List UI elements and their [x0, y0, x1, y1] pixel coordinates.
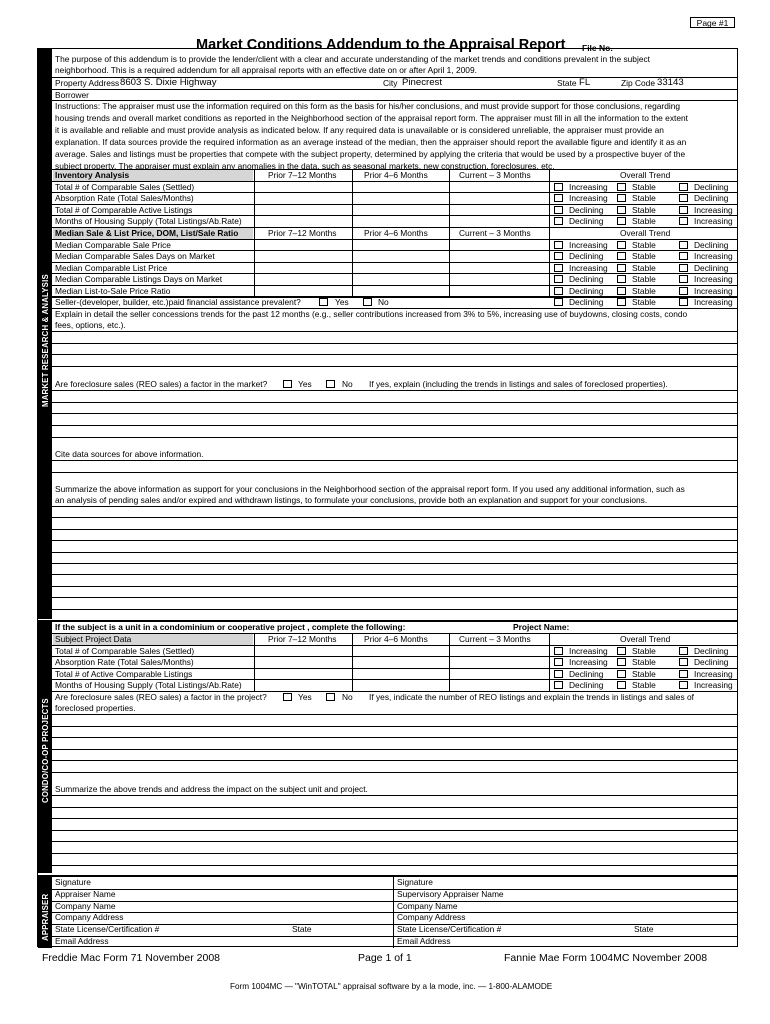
purpose-line-1: The purpose of this addendum is to provide the lender/client with a clear and accurate understanding of the market trends and conditions prevalent in the subject — [55, 54, 650, 64]
inventory-data-cell[interactable] — [353, 205, 449, 216]
writing-line — [52, 597, 737, 598]
median-trend-checkbox[interactable] — [679, 241, 688, 249]
seller-trend-2-label: Stable — [632, 297, 656, 307]
median-data-cell[interactable] — [255, 274, 352, 285]
seller-no-label: No — [378, 297, 389, 307]
median-trend-checkbox[interactable] — [554, 241, 563, 249]
writing-line — [52, 529, 737, 530]
inventory-row-label: Absorption Rate (Total Sales/Months) — [55, 193, 194, 204]
file-no-label: File No. — [582, 43, 613, 53]
supervisory-field-label: Company Address — [397, 912, 466, 923]
median-trend-label: Declining — [694, 262, 729, 273]
condo-data-cell[interactable] — [255, 669, 352, 680]
median-data-cell[interactable] — [450, 286, 549, 297]
condo-trend-checkbox[interactable] — [554, 658, 563, 666]
foreclosure-yes-label: Yes — [298, 379, 312, 389]
condo-trend-checkbox[interactable] — [617, 681, 626, 689]
appraiser-input[interactable] — [168, 937, 388, 947]
writing-line — [52, 390, 737, 391]
writing-line — [52, 343, 737, 344]
seller-assistance-label: Seller-(developer, builder, etc.)paid financial assistance prevalent? — [55, 297, 301, 307]
inventory-data-cell[interactable] — [353, 182, 449, 193]
condo-trend-checkbox[interactable] — [679, 670, 688, 678]
inventory-data-cell[interactable] — [255, 182, 352, 193]
instruction-line: housing trends and overall market conditions as reported in the Neighborhood section of the appraisal report form. The appraiser must fill in all the information to the extent — [55, 112, 688, 123]
writing-line — [52, 841, 737, 842]
median-trend-label: Stable — [632, 274, 656, 285]
inventory-trend-checkbox[interactable] — [554, 194, 563, 202]
zip-label: Zip Code — [621, 78, 655, 88]
writing-line — [52, 853, 737, 854]
inventory-trend-checkbox[interactable] — [679, 194, 688, 202]
supervisory-field-label: Company Name — [397, 900, 458, 911]
summarize-line-1: Summarize the above information as support for your conclusions in the Neighborhood section of the appraisal report form. If you used any additional information, such as — [55, 484, 685, 494]
foreclosure-explain-label: If yes, explain (including the trends in listings and sales of foreclosed properties). — [369, 379, 668, 389]
page-label-box — [690, 17, 735, 28]
col-line — [549, 633, 550, 691]
condo-row-label: Absorption Rate (Total Sales/Months) — [55, 657, 194, 668]
col-line — [549, 169, 550, 227]
median-trend-label: Stable — [632, 239, 656, 250]
supervisory-input[interactable] — [508, 937, 733, 947]
writing-line — [52, 460, 737, 461]
form-title: Market Conditions Addendum to the Appraisal Report — [196, 37, 566, 53]
condo-data-cell[interactable] — [450, 657, 549, 668]
instruction-line: average. Sales and listings must be properties that compete with the subject property, determined by applying the criteria that would be used by a prospective buyer of the — [55, 148, 686, 159]
inventory-data-cell[interactable] — [450, 193, 549, 204]
inventory-trend-checkbox[interactable] — [617, 194, 626, 202]
writing-line — [52, 807, 737, 808]
condo-summarize-label: Summarize the above trends and address the impact on the subject unit and project. — [55, 784, 368, 794]
condo-trend-checkbox[interactable] — [554, 670, 563, 678]
appraiser-side-label: APPRAISER — [41, 893, 50, 941]
median-data-cell[interactable] — [255, 240, 352, 251]
inventory-trend-checkbox[interactable] — [617, 217, 626, 225]
writing-line — [52, 366, 737, 367]
median-row-label: Median List-to-Sale Price Ratio — [55, 286, 171, 296]
condo-trend-label: Declining — [694, 645, 729, 656]
property-address-label: Property Address — [55, 78, 120, 88]
condo-trend-label: Stable — [632, 645, 656, 656]
condo-trend-checkbox[interactable] — [554, 647, 563, 655]
median-trend-checkbox[interactable] — [554, 252, 563, 260]
market-side-label: MARKET RESEARCH & ANALYSIS — [41, 274, 50, 407]
supervisory-field-label: State License/Certification # — [397, 924, 502, 935]
inventory-trend-label: Declining — [694, 193, 729, 204]
cite-sources-label: Cite data sources for above information. — [55, 449, 204, 459]
col-line — [549, 227, 550, 297]
foreclosure-yes-checkbox[interactable] — [283, 380, 292, 388]
inventory-col-prior-4-6: Prior 4–6 Months — [364, 170, 428, 180]
condo-intro: If the subject is a unit in a condominium or cooperative project , complete the following: — [55, 622, 406, 632]
summarize-line-2: an analysis of pending sales and/or expired and withdrawn listings, to formulate your conclusions, provide both an explanation and support for your conclusions. — [55, 495, 648, 505]
writing-line — [52, 586, 737, 587]
writing-line — [52, 574, 737, 575]
condo-data-cell[interactable] — [450, 680, 549, 691]
condo-data-cell[interactable] — [450, 669, 549, 680]
property-address-value[interactable]: 8603 S. Dixie Highway — [120, 77, 217, 88]
median-row-label: Median Comparable Sale Price — [55, 239, 171, 250]
appraiser-input[interactable] — [168, 902, 388, 912]
condo-trend-checkbox[interactable] — [679, 658, 688, 666]
condo-col-prior-7-12: Prior 7–12 Months — [268, 634, 337, 644]
inventory-trend-label: Stable — [632, 204, 656, 215]
inventory-trend-label: Increasing — [569, 193, 608, 204]
writing-line — [52, 506, 737, 507]
inventory-col-prior-7-12: Prior 7–12 Months — [268, 170, 337, 180]
explain-seller-line-2: fees, options, etc.). — [55, 320, 126, 330]
median-data-cell[interactable] — [450, 251, 549, 262]
seller-yes-checkbox[interactable] — [319, 298, 328, 306]
condo-foreclosure-no-checkbox[interactable] — [326, 693, 335, 701]
median-trend-checkbox[interactable] — [617, 252, 626, 260]
inventory-trend-checkbox[interactable] — [679, 183, 688, 191]
condo-row-label: Total # of Active Comparable Listings — [55, 668, 193, 679]
instruction-line: Instructions: The appraiser must use the information required on this form as the basis for his/her conclusions, and must provide support for those conclusions, regarding — [55, 101, 681, 111]
median-trend-checkbox[interactable] — [554, 264, 563, 272]
condo-trend-checkbox[interactable] — [617, 658, 626, 666]
condo-data-cell[interactable] — [353, 646, 449, 657]
writing-line — [52, 760, 737, 761]
median-trend-label: Increasing — [694, 251, 733, 262]
supervisory-input[interactable] — [508, 925, 733, 935]
writing-line — [52, 425, 737, 426]
seller-no-checkbox[interactable] — [363, 298, 372, 306]
inventory-col-current: Current – 3 Months — [459, 170, 531, 180]
inventory-trend-label: Stable — [632, 216, 656, 227]
writing-line — [52, 552, 737, 553]
writing-line — [52, 737, 737, 738]
inventory-data-cell[interactable] — [255, 205, 352, 216]
condo-row-label: Months of Housing Supply (Total Listings/Ab.Rate) — [55, 680, 242, 691]
supervisory-input[interactable] — [508, 878, 733, 888]
condo-trend-checkbox[interactable] — [617, 647, 626, 655]
condo-trend-checkbox[interactable] — [679, 681, 688, 689]
median-data-cell[interactable] — [353, 251, 449, 262]
seller-yes-label: Yes — [335, 297, 349, 307]
writing-line — [52, 749, 737, 750]
inventory-data-cell[interactable] — [255, 216, 352, 227]
condo-trend-label: Declining — [569, 680, 604, 691]
condo-trend-label: Declining — [694, 657, 729, 668]
supervisory-field-label: Signature — [397, 877, 433, 887]
inventory-data-cell[interactable] — [353, 216, 449, 227]
instruction-line: explanation. If data sources provide the required information as an average instead of the median, then the appraiser should report the available figure and identify it as an — [55, 136, 687, 147]
seller-trend-1-label: Declining — [569, 297, 604, 307]
appraiser-input[interactable] — [168, 925, 388, 935]
inventory-trend-checkbox[interactable] — [554, 183, 563, 191]
instruction-line: subject property. The appraiser must explain any anomalies in the data, such as seasonal markets, new construction, foreclosures, etc. — [55, 160, 555, 171]
seller-trend-3-label: Increasing — [694, 297, 733, 307]
inventory-data-cell[interactable] — [450, 182, 549, 193]
inventory-trend-label: Stable — [632, 193, 656, 204]
median-data-cell[interactable] — [353, 240, 449, 251]
inventory-trend-label: Declining — [694, 181, 729, 192]
explain-seller-line-1: Explain in detail the seller concessions trends for the past 12 months (e.g., seller contributions increased from 3% to 5%, increasing use of buydowns, closing costs, condo — [55, 309, 688, 319]
inventory-data-cell[interactable] — [450, 205, 549, 216]
inventory-trend-label: Increasing — [569, 181, 608, 192]
median-trend-label: Stable — [632, 262, 656, 273]
appraiser-side-bar — [38, 876, 52, 948]
state-value[interactable]: FL — [579, 77, 591, 88]
inventory-row-label: Total # of Comparable Active Listings — [55, 204, 193, 215]
inventory-trend-label: Declining — [569, 216, 604, 227]
inventory-trend-checkbox[interactable] — [617, 206, 626, 214]
median-trend-label: Declining — [694, 239, 729, 250]
median-trend-label: Increasing — [694, 286, 733, 296]
condo-trend-checkbox[interactable] — [554, 681, 563, 689]
median-data-cell[interactable] — [353, 274, 449, 285]
inventory-trend-label: Declining — [569, 204, 604, 215]
page-label: Page #1 — [696, 18, 729, 28]
condo-data-cell[interactable] — [353, 680, 449, 691]
median-trend-checkbox[interactable] — [679, 275, 688, 283]
median-header-label: Median Sale & List Price, DOM, List/Sale Ratio — [55, 228, 239, 238]
foreclosure-no-checkbox[interactable] — [326, 380, 335, 388]
condo-foreclosure-explain-2: foreclosed properties. — [55, 703, 136, 713]
median-data-cell[interactable] — [450, 240, 549, 251]
inventory-trend-checkbox[interactable] — [554, 206, 563, 214]
seller-trend-1-checkbox[interactable] — [554, 298, 563, 306]
median-data-cell[interactable] — [255, 251, 352, 262]
condo-trend-label: Increasing — [694, 668, 733, 679]
writing-line — [52, 795, 737, 796]
condo-col-current: Current – 3 Months — [459, 634, 531, 644]
condo-header-label: Subject Project Data — [55, 634, 132, 644]
form-body — [37, 48, 738, 947]
median-trend-label: Stable — [632, 286, 656, 296]
median-col-prior-4-6: Prior 4–6 Months — [364, 228, 428, 238]
inventory-col-overall: Overall Trend — [620, 170, 671, 180]
market-side-bar — [38, 49, 52, 619]
writing-line — [52, 714, 737, 715]
writing-line — [52, 818, 737, 819]
supervisory-input[interactable] — [508, 902, 733, 912]
footer-left: Freddie Mac Form 71 November 2008 — [42, 952, 220, 964]
inventory-trend-checkbox[interactable] — [617, 183, 626, 191]
median-row-label: Median Comparable List Price — [55, 262, 168, 273]
inventory-trend-checkbox[interactable] — [679, 206, 688, 214]
median-trend-checkbox[interactable] — [617, 264, 626, 272]
condo-trend-checkbox[interactable] — [617, 670, 626, 678]
median-data-cell[interactable] — [353, 286, 449, 297]
borrower-label: Borrower — [55, 90, 89, 100]
condo-data-cell[interactable] — [255, 657, 352, 668]
foreclosure-question: Are foreclosure sales (REO sales) a factor in the market? — [55, 379, 268, 389]
city-value[interactable]: Pinecrest — [402, 77, 442, 88]
writing-line — [52, 865, 737, 866]
condo-trend-label: Stable — [632, 680, 656, 691]
appraiser-input[interactable] — [168, 890, 388, 900]
appraiser-field-label: Company Name — [55, 900, 116, 911]
writing-line — [52, 472, 737, 473]
condo-data-cell[interactable] — [255, 680, 352, 691]
condo-col-overall: Overall Trend — [620, 634, 671, 644]
condo-foreclosure-question: Are foreclosure sales (REO sales) a factor in the project? — [55, 692, 267, 702]
writing-line — [52, 354, 737, 355]
inventory-trend-checkbox[interactable] — [679, 217, 688, 225]
condo-data-cell[interactable] — [255, 646, 352, 657]
condo-trend-label: Stable — [632, 657, 656, 668]
supervisory-field-label: Supervisory Appraiser Name — [397, 888, 504, 899]
condo-trend-label: Increasing — [694, 680, 733, 691]
condo-side-bar — [38, 621, 52, 873]
condo-trend-label: Increasing — [569, 657, 608, 668]
condo-trend-label: Increasing — [569, 645, 608, 656]
median-trend-checkbox[interactable] — [554, 275, 563, 283]
purpose-line-2: neighborhood. This is a required addendum for all appraisal reports with an effective date on or after April 1, 2009. — [55, 65, 477, 75]
median-data-cell[interactable] — [353, 263, 449, 274]
writing-line — [52, 540, 737, 541]
median-trend-label: Increasing — [569, 239, 608, 250]
appraiser-field-label: Signature — [55, 877, 91, 887]
median-trend-checkbox[interactable] — [617, 275, 626, 283]
median-data-cell[interactable] — [255, 263, 352, 274]
condo-data-cell[interactable] — [450, 646, 549, 657]
city-label: City — [383, 78, 398, 88]
condo-row-label: Total # of Comparable Sales (Settled) — [55, 645, 195, 656]
appraiser-field-label: Company Address — [55, 912, 124, 923]
median-trend-label: Declining — [569, 286, 604, 296]
median-data-cell[interactable] — [255, 286, 352, 297]
median-col-current: Current – 3 Months — [459, 228, 531, 238]
condo-foreclosure-yes-checkbox[interactable] — [283, 693, 292, 701]
appraiser-input[interactable] — [168, 913, 388, 923]
median-row-label: Median Comparable Sales Days on Market — [55, 251, 215, 262]
bottom-note: Form 1004MC — "WinTOTAL" appraisal software by a la mode, inc. — 1-800-ALAMODE — [230, 982, 553, 991]
footer-center: Page 1 of 1 — [358, 952, 412, 964]
seller-trend-2-checkbox[interactable] — [617, 298, 626, 306]
median-col-overall: Overall Trend — [620, 228, 671, 238]
appraiser-field-label: Appraiser Name — [55, 888, 116, 899]
inventory-data-cell[interactable] — [255, 193, 352, 204]
condo-data-cell[interactable] — [353, 669, 449, 680]
condo-foreclosure-yes-label: Yes — [298, 692, 312, 702]
median-col-prior-7-12: Prior 7–12 Months — [268, 228, 337, 238]
inventory-row-label: Months of Housing Supply (Total Listings/Ab.Rate) — [55, 216, 242, 227]
median-trend-label: Increasing — [569, 262, 608, 273]
writing-line — [52, 437, 737, 438]
median-trend-checkbox[interactable] — [679, 287, 688, 295]
condo-trend-checkbox[interactable] — [679, 647, 688, 655]
condo-data-cell[interactable] — [353, 657, 449, 668]
inventory-trend-label: Increasing — [694, 204, 733, 215]
writing-line — [52, 331, 737, 332]
supervisory-state-label: State — [634, 924, 654, 935]
median-trend-checkbox[interactable] — [617, 241, 626, 249]
condo-foreclosure-explain-1: If yes, indicate the number of REO listings and explain the trends in listings and sales of — [369, 692, 694, 702]
project-name-label: Project Name: — [513, 622, 570, 632]
median-data-cell[interactable] — [450, 274, 549, 285]
supervisory-input[interactable] — [508, 890, 733, 900]
writing-line — [52, 726, 737, 727]
supervisory-field-label: Email Address — [397, 936, 451, 946]
condo-trend-label: Stable — [632, 668, 656, 679]
median-trend-label: Increasing — [694, 274, 733, 285]
median-trend-label: Declining — [569, 274, 604, 285]
condo-col-prior-4-6: Prior 4–6 Months — [364, 634, 428, 644]
inventory-trend-label: Increasing — [694, 216, 733, 227]
footer-right: Fannie Mae Form 1004MC November 2008 — [504, 952, 708, 964]
median-data-cell[interactable] — [450, 263, 549, 274]
seller-trend-3-checkbox[interactable] — [679, 298, 688, 306]
median-row-label: Median Comparable Listings Days on Market — [55, 274, 223, 285]
condo-side-label: CONDO/CO-OP PROJECTS — [41, 698, 50, 803]
condo-foreclosure-no-label: No — [342, 692, 353, 702]
writing-line — [52, 772, 737, 773]
median-trend-checkbox[interactable] — [617, 287, 626, 295]
writing-line — [52, 402, 737, 403]
condo-trend-label: Declining — [569, 668, 604, 679]
inventory-row-label: Total # of Comparable Sales (Settled) — [55, 181, 195, 192]
instruction-line: it is available and reliable and must provide analysis as indicated below. If any required data is unavailable or is considered unreliable, the appraiser must provide an — [55, 124, 664, 135]
median-trend-checkbox[interactable] — [679, 252, 688, 260]
writing-line — [52, 413, 737, 414]
median-trend-label: Declining — [569, 251, 604, 262]
foreclosure-no-label: No — [342, 379, 353, 389]
inventory-trend-label: Stable — [632, 181, 656, 192]
median-trend-checkbox[interactable] — [679, 264, 688, 272]
writing-line — [52, 517, 737, 518]
inventory-trend-checkbox[interactable] — [554, 217, 563, 225]
appraiser-input[interactable] — [168, 878, 388, 888]
state-label: State — [557, 78, 577, 88]
zip-value[interactable]: 33143 — [657, 77, 684, 88]
inventory-header-label: Inventory Analysis — [55, 170, 130, 180]
inventory-data-cell[interactable] — [353, 193, 449, 204]
appraiser-state-label: State — [292, 924, 312, 935]
appraiser-field-label: Email Address — [55, 936, 109, 946]
appraiser-field-label: State License/Certification # — [55, 924, 160, 935]
supervisory-input[interactable] — [508, 913, 733, 923]
writing-line — [52, 563, 737, 564]
writing-line — [52, 609, 737, 610]
median-trend-checkbox[interactable] — [554, 287, 563, 295]
median-trend-label: Stable — [632, 251, 656, 262]
inventory-data-cell[interactable] — [450, 216, 549, 227]
writing-line — [52, 830, 737, 831]
